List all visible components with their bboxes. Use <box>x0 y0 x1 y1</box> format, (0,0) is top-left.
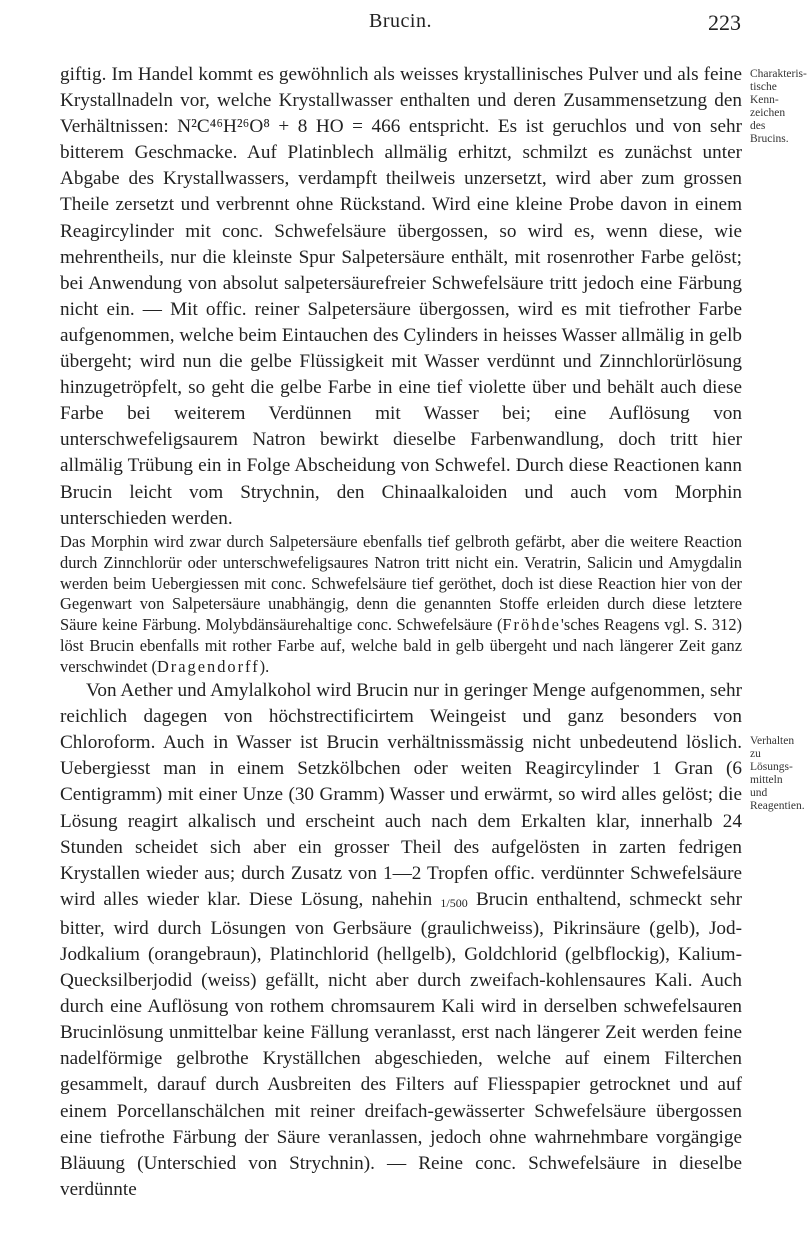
paragraph-properties: giftig. Im Handel kommt es gewöhnlich als weisses krystallinisches Pulver und als feine Krystallnadeln vor, welche Krystallwasser enthalten und deren Zusammensetzung den Verhältnissen: N²C⁴⁶H²⁶O⁸ + 8 HO = 466 entspricht. Es ist geruchlos und von sehr bitterem Geschmacke. Auf Platinblech allmälig erhitzt, schmilzt es zunächst unter Abgabe des Krystallwassers, verdampft theilweis unzersetzt, wird aber zum grossen Theile zersetzt und verbrennt ohne Rückstand. Wird eine kleine Probe davon in einem Reagircylinder mit conc. Schwefelsäure übergossen, so wird es, wenn diese, wie mehrentheils, nur die kleinste Spur Salpetersäure enthält, mit rosenrother Farbe gelöst; bei Anwendung von absolut salpetersäurefreier Schwefelsäure tritt jedoch eine Färbung nicht ein. — Mit offic. reiner Salpetersäure übergossen, wird es mit tiefrother Farbe aufgenommen, welche beim Eintauchen des Cylinders in heisses Wasser allmälig in gelb übergeht; wird nun die gelbe Flüssigkeit mit Wasser verdünnt und Zinnchlorürlösung hinzugetröpfelt, so geht die gelbe Farbe in eine tief violette über und behält auch diese Farbe bei weiterem Verdünnen mit Wasser bei; eine Auflösung von unterschwefeligsaurem Natron bewirkt dieselbe Farbenwandlung, doch tritt hier allmälig Trübung ein in Folge Abscheidung von Schwefel. Durch diese Reactionen kann Brucin leicht vom Strychnin, den Chinaalkaloiden und auch vom Morphin unterschieden werden. <box>60 64 742 529</box>
page-number: 223 <box>708 10 741 35</box>
running-header <box>60 10 741 40</box>
author-name-dragendorff: Dragendorff <box>156 657 260 677</box>
paragraph-solubility <box>60 678 742 1203</box>
fraction: 1/500 <box>440 895 468 910</box>
running-title: Brucin. <box>369 10 432 32</box>
small-print-note <box>60 532 742 678</box>
solubility-text-b: Brucin enthaltend, schmeckt sehr bitter, wird durch Lösungen von Gerbsäure (graulichweiss), Pikrinsäure (gelb), Jod-Jodkalium (orangebraun), Platinchlorid (hellgelb), Goldchlorid (gelbflockig), Kalium-Quecksilberjodid (weiss) gefällt, nicht aber durch zweifach-kohlensaures Kali. Auch durch eine Auflösung von rothem chromsaurem Kali wird in derselben schwefelsauren Brucinlösung unmittelbar keine Fällung veranlasst, erst nach längerer Zeit werden feine nadelförmige gelbrothe Kryställchen abgeschieden, welche auf einem Filterchen gesammelt, darauf durch Ausbreiten des Filters auf Fliesspapier getrocknet und auf einem Porcellanschälchen mit reiner dreifach-gewässerter Schwefelsäure übergossen eine tiefrothe Färbung der Säure veranlassen, jedoch ohne wahrnehmbare vorgängige Bläuung (Unterschied von Strychnin). — Reine conc. Schwefelsäure in dieselbe verdünnte <box>60 888 742 1200</box>
author-name-froehde: Fröhde <box>502 615 561 635</box>
small-note-text-c: ). <box>259 657 270 677</box>
margin-note-characteristics: Charakteris-tische Kenn-zeichen des Brucins. <box>750 68 807 145</box>
small-note-text-b: 'sches Reagens vgl. S. 312) löst Brucin ebenfalls mit rother Farbe auf, welche bald in gelb übergeht und nach längerer Zeit ganz verschwindet ( <box>60 615 742 677</box>
solubility-text-a: Von Aether und Amylalkohol wird Brucin nur in geringer Menge aufgenommen, sehr reichlich dagegen von höchstrectificirtem Weingeist und ganz besonders von Chloroform. Auch in Wasser ist Brucin verhältnissmässig nicht unbedeutend löslich. Uebergiesst man in einem Setzkölbchen oder weiten Reagircylinder 1 Gran (6 Centigramm) mit einer Unze (30 Gramm) Wasser und erwärmt, so wird alles gelöst; die Lösung reagirt alkalisch und erscheint auch nach dem Erkalten klar, innerhalb 24 Stunden scheidet sich aber ein grosser Theil des aufgelösten in zarten fedrigen Krystallen wieder aus; durch Zusatz von 1—2 Tropfen offic. verdünnter Schwefelsäure wird alles wieder klar. Diese Lösung, nahehin <box>60 680 742 910</box>
margin-note-solubility: Verhalten zu Lösungs-mitteln und Reagentien. <box>750 735 805 812</box>
small-note-text-a: Das Morphin wird zwar durch Salpetersäure ebenfalls tief gelbroth gefärbt, aber die weitere Reaction durch Zinnchlorür oder unterschwefeligsaures Natron tritt nicht ein. Veratrin, Salicin und Amygdalin werden beim Uebergiessen mit conc. Schwefelsäure tief geröthet, doch ist diese Reaction hier von der Gegenwart von Salpetersäure unabhängig, denn die genannten Stoffe erleiden durch diese letztere Säure keine Färbung. Molybdänsäurehaltige conc. Schwefelsäure ( <box>60 531 742 635</box>
main-text <box>60 62 742 1203</box>
